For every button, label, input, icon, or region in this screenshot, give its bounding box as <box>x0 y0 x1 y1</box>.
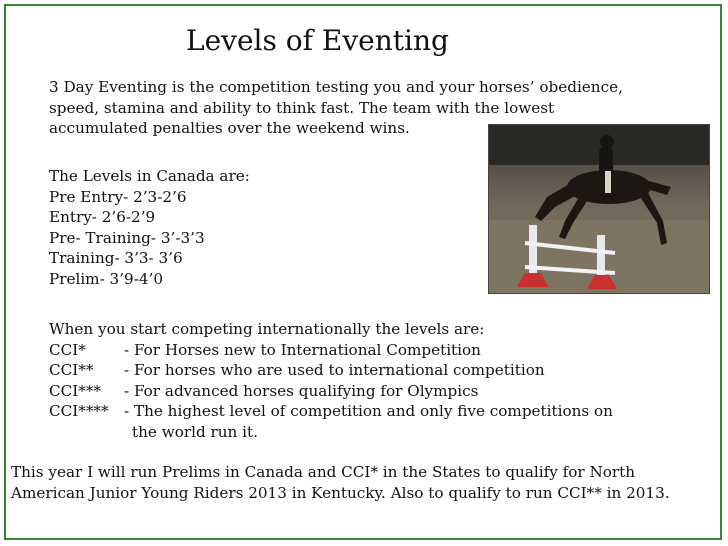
cci-row <box>49 381 613 402</box>
cci-code: CCI** <box>49 361 94 380</box>
level-item: Pre- Training- 3’-3’3 <box>49 228 205 247</box>
horse-jumping-illustration <box>489 125 709 293</box>
intro-line: accumulated penalties over the weekend wins. <box>49 119 410 138</box>
cci-code: CCI**** <box>49 402 109 421</box>
cci-description: - For Horses new to International Competition <box>124 340 481 359</box>
international-heading: When you start competing internationally the levels are: <box>49 320 485 338</box>
international-levels <box>49 319 613 443</box>
cci-row <box>49 401 613 422</box>
cci-row <box>49 360 613 381</box>
level-item: Training- 3’3- 3’6 <box>49 249 183 268</box>
cci-code: CCI* <box>49 340 86 359</box>
level-item: Pre Entry- 2’3-2’6 <box>49 187 187 206</box>
canada-levels <box>49 166 250 290</box>
cci-description: - For advanced horses qualifying for Olympics <box>124 381 479 400</box>
cci-description: - For horses who are used to international competition <box>124 361 545 380</box>
level-item: Entry- 2’6-2’9 <box>49 208 156 227</box>
slide-title: Levels of Eventing <box>186 24 449 57</box>
cci-row <box>49 340 613 361</box>
cci-continuation: the world run it. <box>132 422 258 441</box>
footer-paragraph: This year I will run Prelims in Canada and CCI* in the States to qualify for North American Junior Young Riders 2013 in Kentucky. Also to qualify to run CCI** in 2013. <box>11 463 670 502</box>
cci-code: CCI*** <box>49 381 102 400</box>
intro-line: 3 Day Eventing is the competition testing you and your horses’ obedience, <box>49 78 623 96</box>
intro-line: speed, stamina and ability to think fast. The team with the lowest <box>49 98 555 117</box>
cci-description: - The highest level of competition and only five competitions on <box>124 402 613 421</box>
level-item: Prelim- 3’9-4’0 <box>49 269 163 288</box>
horse-jumping-photo <box>488 124 710 294</box>
levels-heading: The Levels in Canada are: <box>49 167 250 185</box>
